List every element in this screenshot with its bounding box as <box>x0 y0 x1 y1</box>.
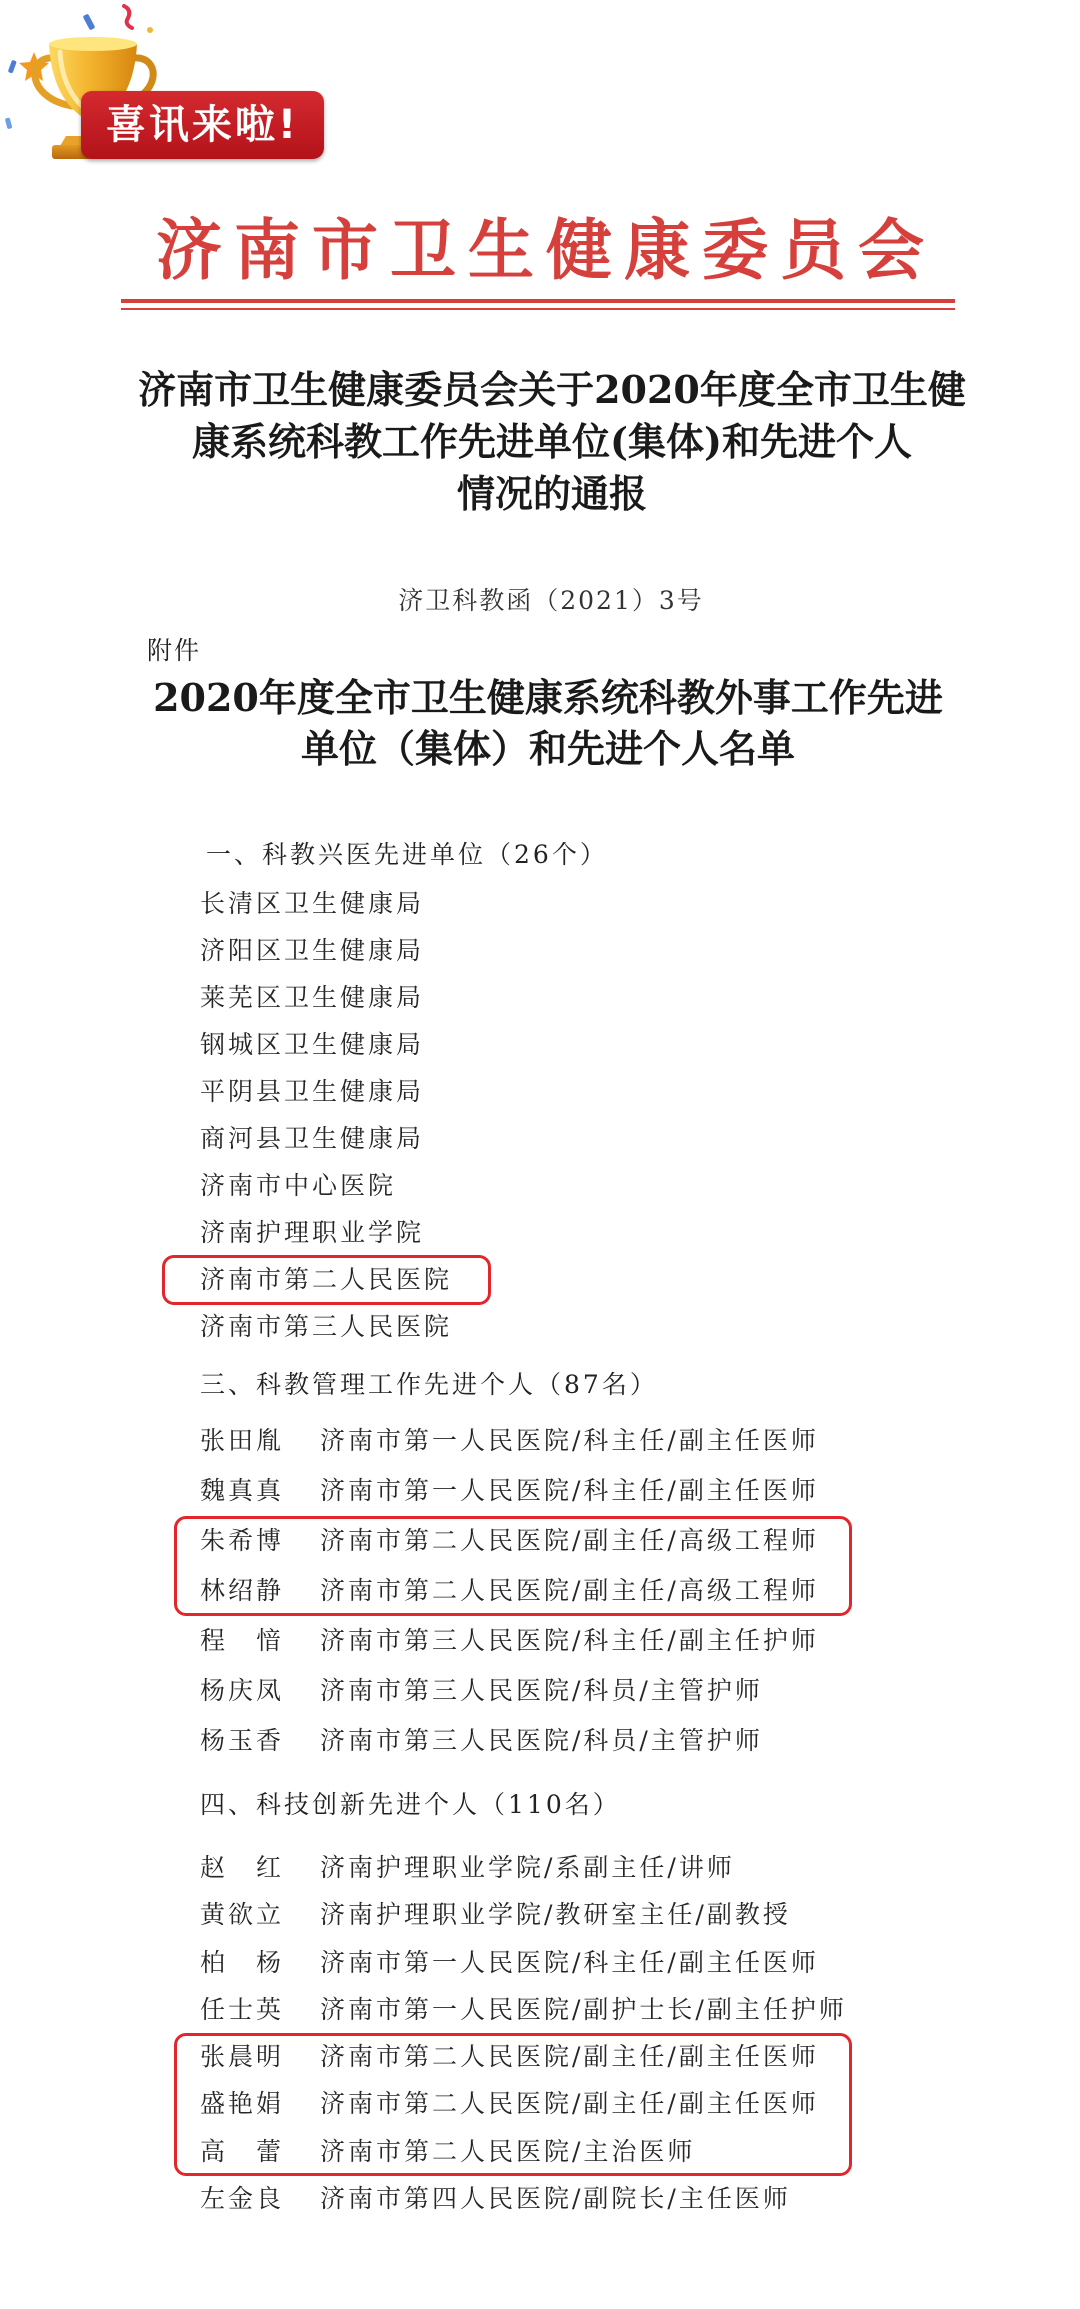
person-affiliation: 济南市第三人民医院/科员/主管护师 <box>320 1676 763 1705</box>
person-affiliation: 济南护理职业学院/系副主任/讲师 <box>320 1853 735 1882</box>
person-row <box>200 1891 847 1938</box>
person-row <box>200 1844 847 1891</box>
person-row <box>200 1716 819 1766</box>
notice-title-line: 情况的通报 <box>456 471 647 516</box>
highlight-box <box>174 1516 852 1616</box>
person-affiliation: 济南市第一人民医院/科主任/副主任医师 <box>320 1947 819 1977</box>
person-affiliation: 济南市第三人民医院/科员/主管护师 <box>320 1726 763 1755</box>
unit-item: 济南市第三人民医院 <box>200 1312 453 1341</box>
highlight-box <box>174 2033 852 2176</box>
person-name: 盛艳娟 <box>200 2089 285 2119</box>
badge-text: 喜讯来啦! <box>105 102 300 148</box>
person-affiliation: 济南护理职业学院/教研室主任/副教授 <box>320 1900 791 1930</box>
unit-item: 济阳区卫生健康局 <box>200 936 425 965</box>
person-row <box>200 1986 847 2033</box>
person-affiliation: 济南市第二人民医院/主治医师 <box>320 2136 696 2166</box>
person-row <box>200 1616 819 1666</box>
notice-title <box>100 364 1004 520</box>
attachment-title <box>96 672 1000 774</box>
unit-item: 钢城区卫生健康局 <box>200 1030 425 1059</box>
document-number: 济卫科教函（2021）3号 <box>398 586 704 615</box>
person-affiliation: 济南市第一人民医院/副护士长/副主任护师 <box>320 1994 847 2024</box>
notice-title-line: 康系统科教工作先进单位(集体)和先进个人 <box>192 419 912 464</box>
section-heading-units: 一、科教兴医先进单位（26个） <box>206 840 608 869</box>
person-row <box>200 1416 819 1466</box>
person-name: 张田胤 <box>200 1426 285 1455</box>
person-name: 林绍静 <box>200 1576 285 1605</box>
person-affiliation: 济南市第一人民医院/科主任/副主任医师 <box>320 1426 819 1455</box>
attachment-label: 附件 <box>147 636 202 665</box>
person-affiliation: 济南市第二人民医院/副主任/高级工程师 <box>320 1576 819 1605</box>
person-name: 杨庆凤 <box>200 1676 285 1705</box>
news-badge <box>81 91 324 159</box>
notice-title-line: 济南市卫生健康委员会关于2020年度全市卫生健 <box>138 367 966 412</box>
person-name: 张晨明 <box>200 2042 285 2072</box>
letterhead-title: 济南市卫生健康委员会 <box>156 211 936 289</box>
person-name: 赵 红 <box>200 1853 285 1882</box>
unit-item-highlighted: 济南市第二人民医院 <box>200 1265 453 1294</box>
person-name: 程 愔 <box>200 1626 285 1655</box>
person-name: 高 蕾 <box>200 2136 285 2166</box>
unit-item: 济南护理职业学院 <box>200 1218 425 1247</box>
person-name: 黄欲立 <box>200 1900 285 1930</box>
person-name: 杨玉香 <box>200 1726 285 1755</box>
letterhead-rule-thick <box>121 299 955 303</box>
highlight-box <box>162 1255 491 1305</box>
person-name: 柏 杨 <box>200 1947 285 1977</box>
person-row <box>200 1466 819 1516</box>
unit-item: 长清区卫生健康局 <box>200 889 425 918</box>
person-name: 魏真真 <box>200 1476 285 1505</box>
person-affiliation: 济南市第二人民医院/副主任/高级工程师 <box>320 1526 819 1555</box>
person-affiliation: 济南市第四人民医院/副院长/主任医师 <box>320 2184 791 2214</box>
person-name: 朱希博 <box>200 1526 285 1555</box>
person-row <box>200 1939 847 1986</box>
attachment-title-line: 单位（集体）和先进个人名单 <box>300 726 795 771</box>
section-heading-management: 三、科教管理工作先进个人（87名） <box>200 1370 658 1399</box>
unit-item: 济南市中心医院 <box>200 1171 397 1200</box>
person-affiliation: 济南市第三人民医院/科主任/副主任护师 <box>320 1626 819 1655</box>
unit-item: 平阴县卫生健康局 <box>200 1077 425 1106</box>
section-heading-innovation: 四、科技创新先进个人（110名） <box>200 1790 621 1819</box>
unit-item: 莱芜区卫生健康局 <box>200 983 425 1012</box>
person-affiliation: 济南市第二人民医院/副主任/副主任医师 <box>320 2089 819 2119</box>
person-row <box>200 1666 819 1716</box>
person-name: 左金良 <box>200 2184 285 2214</box>
attachment-title-line: 2020年度全市卫生健康系统科教外事工作先进 <box>153 675 943 720</box>
person-row <box>200 2175 847 2222</box>
person-affiliation: 济南市第一人民医院/科主任/副主任医师 <box>320 1476 819 1505</box>
person-name: 任士英 <box>200 1994 285 2024</box>
unit-item: 商河县卫生健康局 <box>200 1124 425 1153</box>
letterhead-rule-thin <box>121 308 955 310</box>
person-affiliation: 济南市第二人民医院/副主任/副主任医师 <box>320 2042 819 2072</box>
